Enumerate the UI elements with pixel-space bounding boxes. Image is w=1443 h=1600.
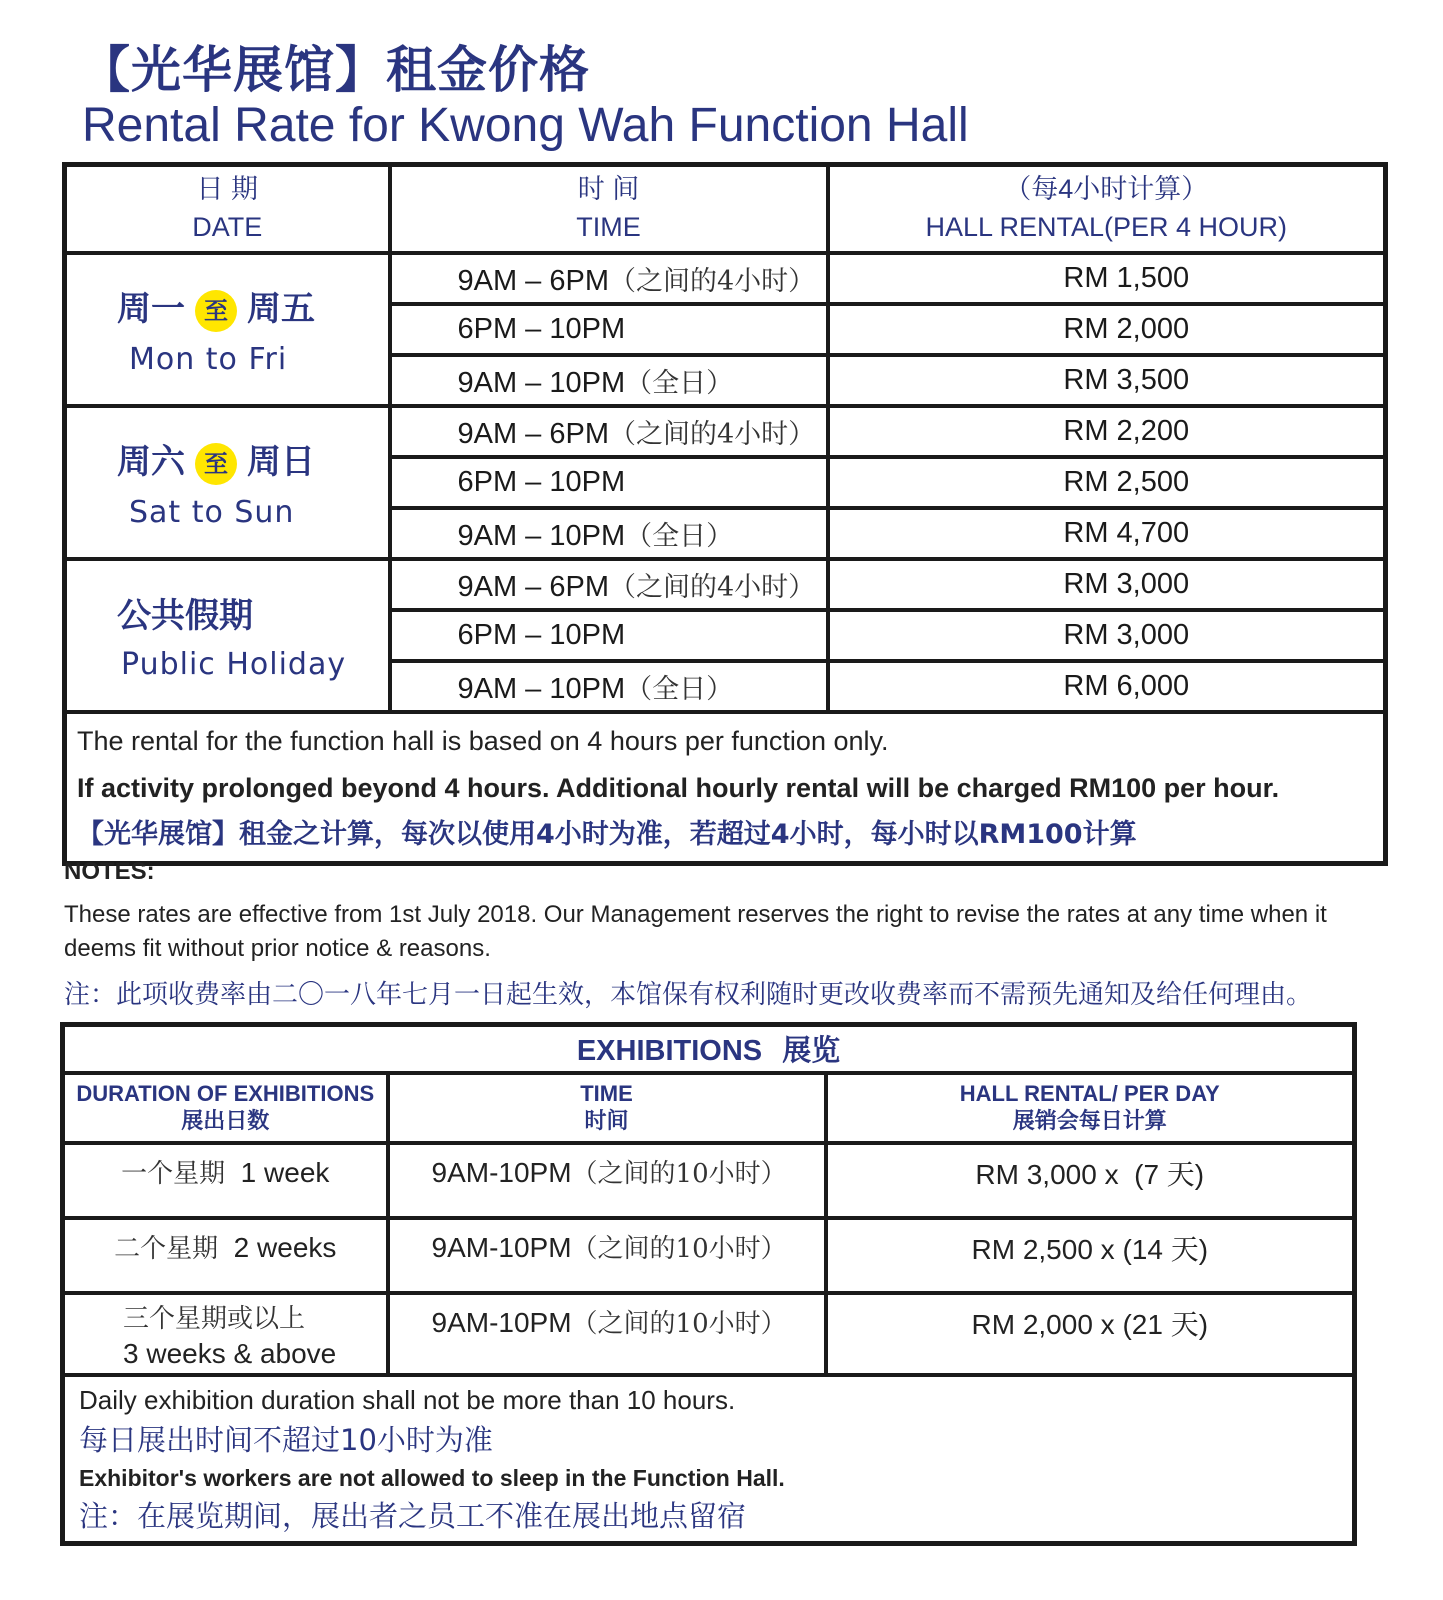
time-cell: 6PM – 10PM [390, 457, 828, 508]
rental-table-header [65, 165, 1386, 253]
table-row [63, 1293, 1355, 1375]
notes-title: NOTES: [64, 858, 155, 885]
header-time [390, 165, 828, 253]
exhibitions-notes-row [63, 1375, 1355, 1544]
rental-note-line1: The rental for the function hall is based on 4 hours per function only. [77, 725, 889, 756]
time-cell: 9AM – 6PM（之间的4小时） [390, 559, 828, 610]
price-cell: RM 3,500 [828, 355, 1386, 406]
header-ex-time-en: TIME [580, 1081, 633, 1106]
ex-note-line1: Daily exhibition duration shall not be more than 10 hours. [79, 1384, 736, 1415]
ex-time-cell: 9AM-10PM（之间的10小时） [388, 1293, 826, 1375]
notes-text-zh: 注：此项收费率由二〇一八年七月一日起生效，本馆保有权利随时更改收费率而不需预先通知及给任何理由。 [64, 980, 1313, 1010]
price-cell: RM 4,700 [828, 508, 1386, 559]
header-date [65, 165, 390, 253]
exhibitions-table [60, 1022, 1357, 1546]
price-cell: RM 6,000 [828, 661, 1386, 712]
exhibitions-title [63, 1025, 1355, 1073]
day-cell-weekday [65, 253, 390, 406]
day-label-zh: 周六 至 周日 [117, 434, 388, 485]
header-date-en: DATE [192, 211, 263, 242]
ex-note-line2: 每日展出时间不超过10小时为准 [79, 1422, 493, 1457]
header-duration [63, 1073, 388, 1143]
day-label-en: Mon to Fri [129, 341, 288, 377]
ex-time-cell: 9AM-10PM（之间的10小时） [388, 1218, 826, 1293]
header-ex-rental-en: HALL RENTAL/ PER DAY [959, 1081, 1220, 1106]
notes-text-en: These rates are effective from 1st July 2018. Our Management reserves the right to revise the rates at any time when it deems fit without prior notice & reasons. [64, 901, 1327, 962]
exhibitions-title-row [63, 1025, 1355, 1073]
header-rental [828, 165, 1386, 253]
table-row [65, 406, 1386, 457]
price-cell: RM 3,000 [828, 610, 1386, 661]
time-cell: 6PM – 10PM [390, 304, 828, 355]
exhibitions-title-zh: 展览 [782, 1033, 841, 1068]
rental-note-line2: If activity prolonged beyond 4 hours. Additional hourly rental will be charged RM100 per hour. [77, 772, 1280, 803]
price-cell: RM 2,000 [828, 304, 1386, 355]
price-cell: RM 2,200 [828, 406, 1386, 457]
price-cell: RM 1,500 [828, 253, 1386, 304]
header-time-en: TIME [576, 211, 641, 242]
time-cell: 9AM – 10PM（全日） [390, 508, 828, 559]
header-rental-en: HALL RENTAL(PER 4 HOUR) [925, 211, 1288, 242]
duration-cell: 二个星期 2 weeks [63, 1218, 388, 1293]
time-cell: 6PM – 10PM [390, 610, 828, 661]
header-ex-rental-zh: 展销会每日计算 [1012, 1108, 1167, 1134]
day-label-zh: 周一 至 周五 [117, 281, 388, 332]
day-label-en: Public Holiday [121, 647, 347, 682]
table-row [63, 1143, 1355, 1218]
ex-price-cell: RM 2,000 x (21 天) [826, 1293, 1355, 1375]
duration-zh: 三个星期或以上 [123, 1303, 306, 1334]
day-label-zh: 公共假期 [117, 596, 253, 636]
exhibitions-notes [63, 1375, 1355, 1544]
header-rental-zh: （每4小时计算） [1004, 173, 1209, 204]
table-row [63, 1218, 1355, 1293]
time-cell: 9AM – 6PM（之间的4小时） [390, 406, 828, 457]
connector-badge: 至 [195, 290, 237, 332]
duration-cell [63, 1293, 388, 1375]
time-cell: 9AM – 6PM（之间的4小时） [390, 253, 828, 304]
header-ex-time-zh: 时间 [584, 1108, 629, 1134]
header-date-zh: 日 期 [196, 173, 258, 204]
notes-section [64, 858, 1424, 1011]
table-row [65, 559, 1386, 610]
price-cell: RM 2,500 [828, 457, 1386, 508]
table-row [65, 253, 1386, 304]
ex-note-line3: Exhibitor's workers are not allowed to sleep in the Function Hall. [79, 1464, 785, 1491]
price-cell: RM 3,000 [828, 559, 1386, 610]
page-title-zh: 【光华展馆】租金价格 [80, 41, 590, 99]
ex-time-cell: 9AM-10PM（之间的10小时） [388, 1143, 826, 1218]
time-cell: 9AM – 10PM（全日） [390, 355, 828, 406]
ex-price-cell: RM 3,000 x (7 天) [826, 1143, 1355, 1218]
header-duration-en: DURATION OF EXHIBITIONS [76, 1081, 375, 1106]
day-label-en: Sat to Sun [129, 494, 295, 530]
rental-note-line3: 【光华展馆】租金之计算，每次以使用4小时为准，若超过4小时，每小时以RM100计算 [77, 818, 1137, 850]
day-cell-holiday [65, 559, 390, 712]
exhibitions-title-en: EXHIBITIONS [576, 1035, 763, 1068]
connector-badge: 至 [195, 443, 237, 485]
page-title-en: Rental Rate for Kwong Wah Function Hall [82, 99, 969, 152]
ex-price-cell: RM 2,500 x (14 天) [826, 1218, 1355, 1293]
rental-notes [65, 712, 1386, 864]
header-time-zh: 时 间 [577, 173, 640, 204]
duration-en: 3 weeks & above [123, 1338, 337, 1370]
day-cell-weekend [65, 406, 390, 559]
header-duration-zh: 展出日数 [181, 1108, 270, 1134]
header-ex-time [388, 1073, 826, 1143]
rental-rate-table [62, 162, 1388, 866]
header-ex-rental [826, 1073, 1355, 1143]
duration-cell: 一个星期 1 week [63, 1143, 388, 1218]
ex-note-line4: 注：在展览期间，展出者之员工不准在展出地点留宿 [79, 1498, 747, 1533]
rental-notes-row [65, 712, 1386, 864]
time-cell: 9AM – 10PM（全日） [390, 661, 828, 712]
exhibitions-header [63, 1073, 1355, 1143]
